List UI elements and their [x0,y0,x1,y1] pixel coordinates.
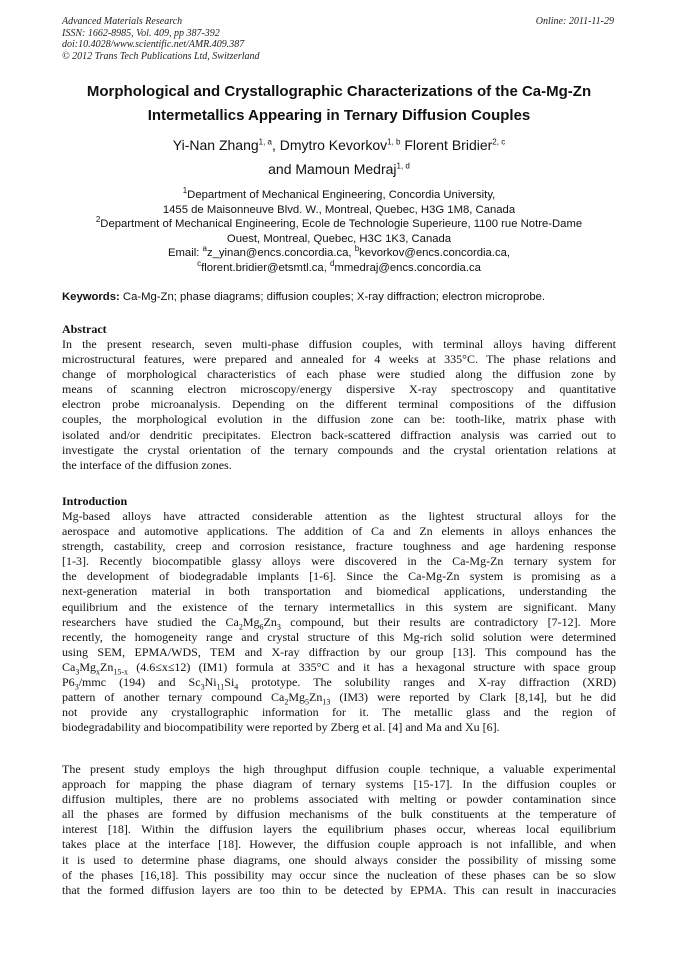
intro-line: $Ca_3Mg_xZn_{15-x}$ (4.6≤x≤12) (IM1) formula at 335°C and it has a hexagonal structure with space group [62,659,616,677]
email-b-sup: b [354,244,360,254]
introduction-heading: Introduction [62,494,128,508]
abstract-heading: Abstract [62,322,107,336]
journal-name: Advanced Materials Research [62,16,183,27]
affiliation-1-text: Department of Mechanical Engineering, Concordia University, [187,189,496,201]
author-list [62,133,616,181]
email-a[interactable]: z_yinan@encs.concordia.ca, [206,247,355,260]
author-4-sup: 1, d [396,161,410,171]
online-date: Online: 2011-11-29 [535,16,614,27]
introduction-section [62,493,616,735]
intro-line: pattern of another ternary compound $Ca_2Mg_5Zn_{13}$ (IM3) were reported by Clark [8,14], but he did [62,690,616,707]
introduction-paragraph-1 [62,509,616,735]
affiliation-2-line-1 [62,217,616,232]
abstract-line: microstructural features, were prepared and annealed for 4 weeks at 335°C. The phase relations and [62,352,616,367]
author-1-sup: 1, a [258,137,272,147]
author-1: Yi-Nan Zhang [172,137,259,153]
intro-line: interest [18]. Within the diffusion layers the equilibrium phases occur, whereas local equilibrium [62,822,616,837]
email-d-sup: d [329,259,335,269]
author-3-sup: 2, c [492,137,506,147]
affiliation-1-line-1 [62,188,616,203]
introduction-paragraph-2-block [62,762,616,898]
intro-line: researchers have studied the $Ca_2Mg_6Zn_3$ compound, but their results are contradictory [7-12]. More [62,614,617,632]
title-line-1: Morphological and Crystallographic Characterizations of the Ca-Mg-Zn [86,83,592,100]
abstract-section [62,321,616,473]
authors-line-1 [62,133,616,157]
authors-line-2 [62,157,616,181]
email-label: Email: [167,247,203,260]
author-4: and Mamoun Medraj [268,161,397,177]
email-a-sup: a [202,244,207,254]
issn-line: ISSN: 1662-8985, Vol. 409, pp 387-392 [62,27,220,39]
email-b[interactable]: kevorkov@encs.concordia.ca, [359,247,511,260]
intro-line: equilibrium and the existence of the ternary intermetallics in this system are significant. Many [62,599,616,614]
intro-line: of the phases [16,18]. This possibility may occur since the nucleation of these phases can be so slow [62,867,616,882]
email-line-2 [62,261,616,276]
keywords-text: Ca-Mg-Zn; phase diagrams; diffusion couples; X-ray diffraction; electron microprobe. [119,291,546,303]
abstract-line: means of scanning electron microscopy/energy dispersive X-ray spectroscopy and quantitative [62,382,616,397]
author-2-sup: 1, b [387,137,401,147]
doi-line: doi:10.4028/www.scientific.net/AMR.409.387 [62,39,245,50]
intro-line: biodegradability and biocompatibility were reported by Zberg et al. [4] and Ma and Xu [6]. [62,720,500,735]
affiliation-1-sup: 1 [182,186,188,196]
intro-line: next-generation material in both transportation and biomedical applications, understanding the [62,584,616,599]
abstract-line: investigate the crystal orientation of the ternary compounds and the crystal orientation relations at [62,442,616,457]
intro-line: recently, the homogeneity range and crystal structure of this Mg-rich solid solution were determined [62,629,616,644]
keywords-label: Keywords: [62,291,120,303]
keywords [62,290,616,305]
abstract-paragraph [62,337,616,473]
intro-line: approach for mapping the phase diagram of ternary systems [15-17]. In the diffusion couples or [62,777,616,792]
abstract-line: couples, the morphological evolution in the diffusion zone can be: tooth-like, matrix phase with [62,412,616,427]
affiliations [62,188,616,276]
intro-line: all the phases are formed by diffusion mechanisms of the bulk constituents at the temperature of [62,807,616,822]
intro-line: Mg-based alloys have attracted considerable attention as the lightest structural alloys for the [62,509,616,523]
introduction-paragraph-2 [62,762,616,898]
intro-line: diffusion multiples, there are no problems associated with melting or powder contamination since [62,792,616,807]
title-line-2: Intermetallics Appearing in Ternary Diffusion Couples [147,107,531,124]
abstract-line: change of morphological characteristics of each phase were studied along the diffusion zone by [62,367,616,382]
email-c-sup: c [197,259,202,269]
intro-line: strength, castability, creep and corrosion resistance, fracture toughness and age hardening response [62,539,616,554]
journal-metadata [62,16,260,62]
intro-line: not provide any crystallographic information for it. The metallic glass and the region of [62,705,616,720]
intro-line: it is used to determine phase diagrams, one should always consider the possibility of missing some [62,852,616,867]
intro-line: using SEM, EPMA/WDS, TEM and X-ray diffraction by our group [13]. This compound has the [62,644,616,659]
intro-line: takes place at the interface [18]. However, the diffusion couple approach is not infallible, and when [62,837,616,852]
intro-line: the development of biodegradable implants [1-6]. Since the Ca-Mg-Zn system is promising as a [62,569,616,584]
copyright-line: © 2012 Trans Tech Publications Ltd, Switzerland [62,50,260,62]
intro-line: $P6_3$/mmc (194) and $Sc_3Ni_{11}Si_4$ prototype. The solubility ranges and X-ray diffraction (XRD) [62,675,617,692]
abstract-line: the interface of the diffusion zones. [62,457,232,472]
paper-title [62,80,616,128]
email-line-1 [62,246,616,261]
affiliation-2-sup: 2 [95,215,101,225]
intro-line: that the formed diffusion layers are too thin to be detected by EPMA. This can result in inaccuracies [62,882,616,897]
intro-line: aerospace and automotive applications. The addition of Ca and Zn elements in alloys enhances the [62,524,616,539]
abstract-line: electron probe microanalysis. Depending on the different terminal compositions of the diffusion [62,397,616,412]
affiliation-1-line-2: 1455 de Maisonneuve Blvd. W., Montreal, Quebec, H3G 1M8, Canada [162,203,516,216]
intro-line: The present study employs the high throughput diffusion couple technique, a valuable experimental [62,762,616,776]
intro-line: [1-3]. Recently biocompatible glassy alloys were discovered in the Ca-Mg-Zn ternary system for [62,554,616,569]
author-3: Florent Bridier [400,137,493,153]
affiliation-2-text: Department of Mechanical Engineering, Ecole de Technologie Superieure, 1100 rue Notre-Dame [100,218,583,231]
affiliation-2-line-2: Ouest, Montreal, Quebec, H3C 1K3, Canada [226,232,452,245]
email-c[interactable]: florent.bridier@etsmtl.ca, [201,261,330,274]
author-2: , Dmytro Kevorkov [272,137,388,153]
abstract-line: isolated and/or dendritic precipitates. Electron back-scattered diffraction analysis was carried out to [62,427,616,442]
abstract-line: In the present research, seven multi-phase diffusion couples, with terminal alloys having different [62,337,616,351]
email-d[interactable]: mmedraj@encs.concordia.ca [334,261,481,274]
